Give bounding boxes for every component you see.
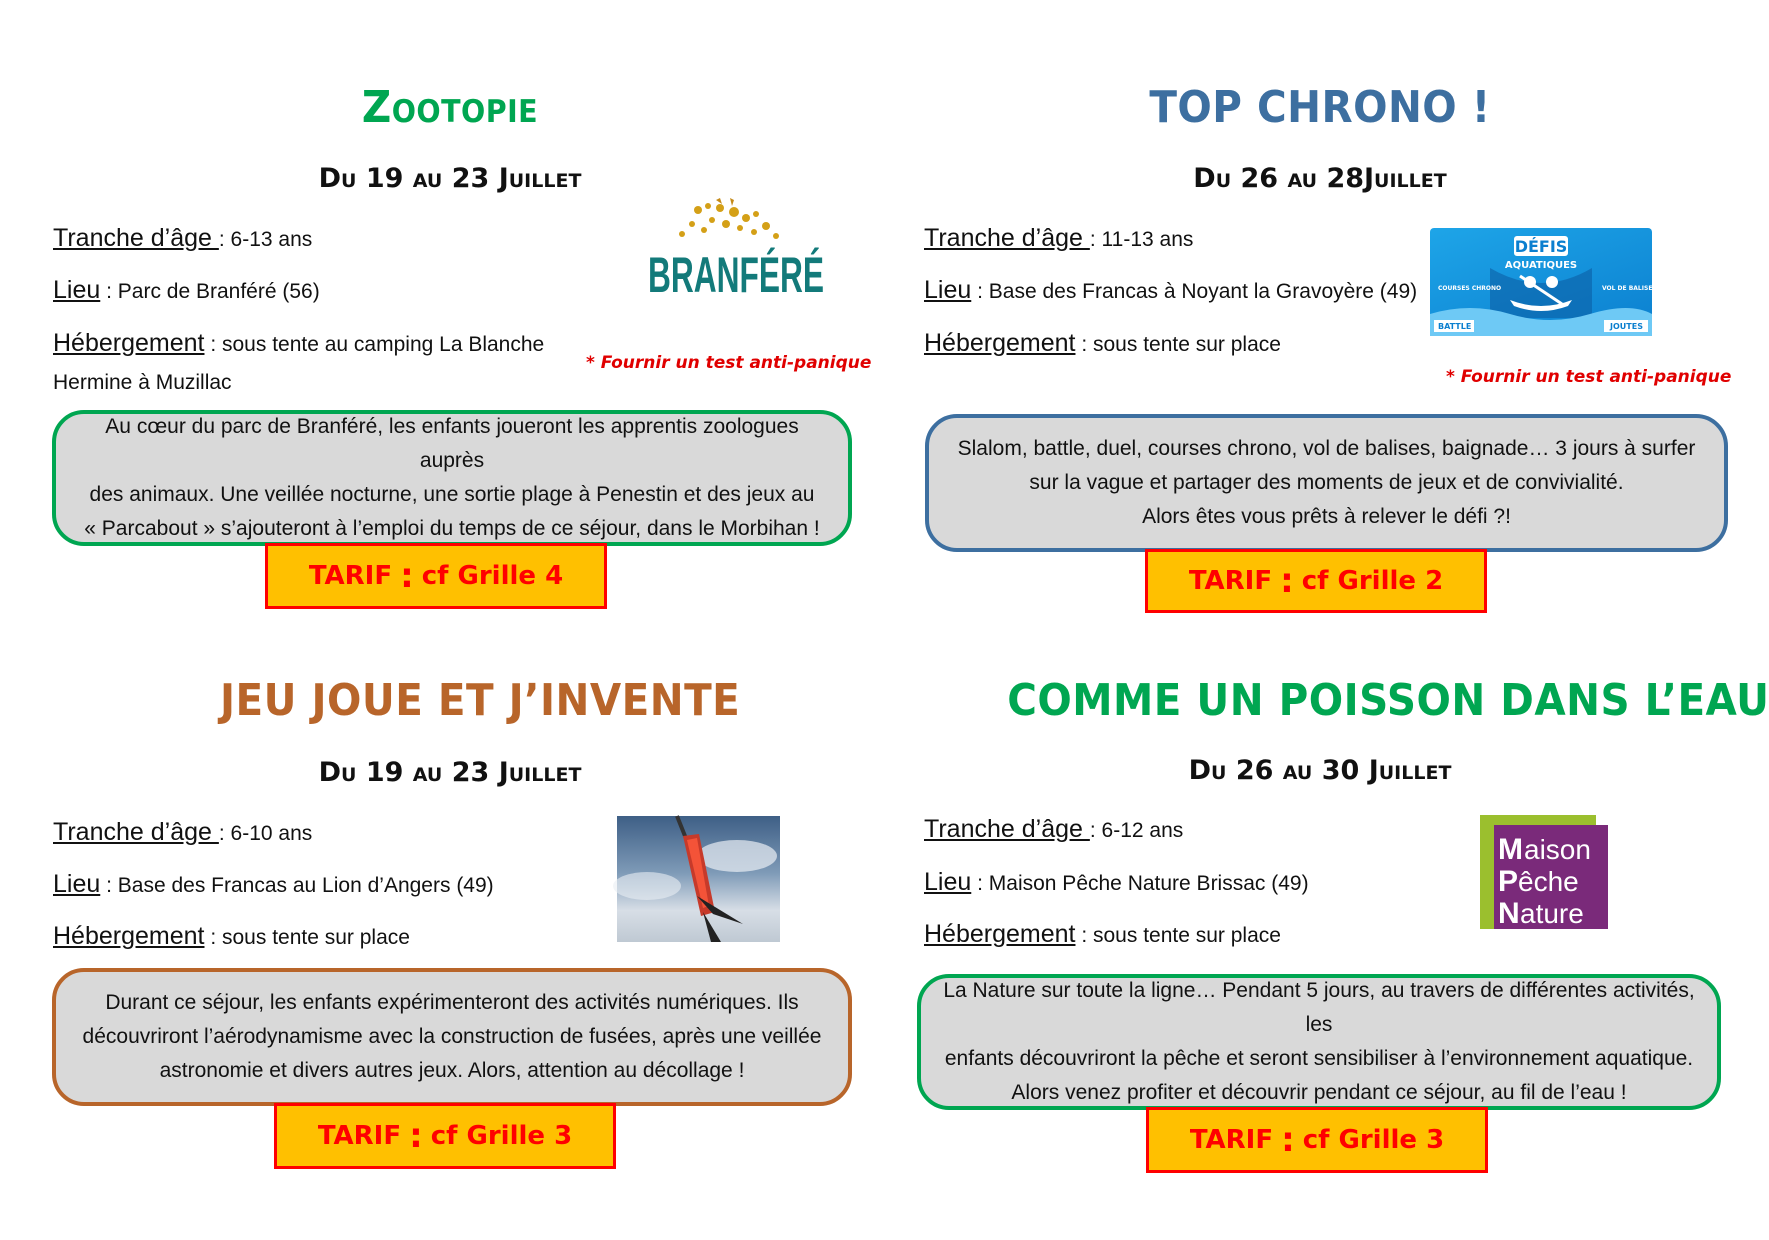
lieu-value: Parc de Branféré (56): [117, 280, 320, 303]
lieu-label: Lieu: [53, 870, 101, 898]
defis-aquatiques-logo: [1430, 228, 1657, 336]
tarif-value: cf Grille 3: [430, 1121, 573, 1151]
lieu-row: Lieu : Base des Francas à Noyant la Gravoyère (49): [924, 276, 1418, 304]
sejour-dates: Du 26 au 30 Juillet: [1188, 755, 1452, 786]
svg-text:aison: aison: [1524, 834, 1591, 865]
description-box: [925, 414, 1728, 552]
warning-note: * Fournir un test anti-panique: [1446, 367, 1732, 387]
description-line: La Nature sur toute la ligne… Pendant 5 jours, au travers de différentes activités, les: [943, 979, 1695, 1036]
branfere-logo: [646, 198, 826, 302]
description-box: [52, 410, 852, 546]
hebergement-row: Hébergement : sous tente sur place: [924, 329, 1281, 357]
description-line: des animaux. Une veillée nocturne, une sortie plage à Penestin et des jeux au: [89, 483, 815, 506]
svg-text:JOUTES: JOUTES: [1610, 322, 1643, 331]
rocket-photo: [617, 816, 780, 942]
description-box: [52, 968, 852, 1106]
lieu-label: Lieu: [53, 276, 101, 304]
hebergement-row: Hébergement : sous tente sur place: [924, 920, 1281, 948]
hebergement-value: sous tente sur place: [1093, 333, 1281, 356]
sejour-title-jeu-joue: JEU JOUE ET J’INVENTE: [220, 675, 741, 726]
description-line: Alors venez profiter et découvrir pendant ce séjour, au fil de l’eau !: [1011, 1081, 1627, 1104]
hebergement-value-cont: Hermine à Muzillac: [53, 371, 232, 394]
tarif-badge: TARIF : cf Grille 4: [265, 543, 607, 609]
sejour-dates: Du 26 au 28Juillet: [1193, 163, 1447, 194]
hebergement-label: Hébergement: [53, 922, 205, 950]
description-line: Durant ce séjour, les enfants expérimenteront des activités numériques. Ils: [105, 991, 799, 1014]
hebergement-label: Hébergement: [53, 329, 205, 357]
svg-text:AQUATIQUES: AQUATIQUES: [1504, 260, 1578, 271]
hebergement-row: Hébergement : sous tente sur place: [53, 922, 410, 950]
svg-text:êche: êche: [1518, 866, 1579, 897]
description-line: découvriront l’aérodynamisme avec la construction de fusées, après une veillée: [82, 1025, 822, 1048]
age-label: Tranche d’âge: [53, 818, 219, 846]
age-row: Tranche d’âge : 6-13 ans: [53, 224, 313, 252]
lieu-value: Base des Francas à Noyant la Gravoyère (49): [988, 280, 1418, 303]
age-value: 6-12 ans: [1101, 819, 1184, 842]
fishing-icon: [1480, 815, 1608, 929]
lieu-label: Lieu: [924, 276, 972, 304]
tarif-badge: TARIF : cf Grille 3: [1146, 1107, 1488, 1173]
svg-text:P: P: [1498, 865, 1519, 898]
description-line: Au cœur du parc de Branféré, les enfants joueront les apprentis zoologues auprès: [105, 415, 799, 472]
svg-text:BATTLE: BATTLE: [1438, 322, 1472, 331]
svg-text:BRANFÉRÉ: BRANFÉRÉ: [648, 247, 824, 303]
sejour-title-top-chrono: TOP CHRONO !: [1149, 82, 1491, 133]
hebergement-value: sous tente sur place: [222, 926, 410, 949]
tarif-badge: TARIF : cf Grille 2: [1145, 549, 1487, 613]
svg-text:DÉFIS: DÉFIS: [1514, 237, 1568, 256]
tarif-value: cf Grille 4: [421, 561, 564, 591]
lieu-value: Base des Francas au Lion d’Angers (49): [117, 874, 494, 897]
description-line: « Parcabout » s’ajouteront à l’emploi du temps de ce séjour, dans le Morbihan !: [84, 517, 820, 540]
description-line: enfants découvriront la pêche et seront sensibiliser à l’environnement aquatique.: [944, 1047, 1694, 1070]
lieu-value: Maison Pêche Nature Brissac (49): [988, 872, 1309, 895]
svg-text:VOL DE BALISES: VOL DE BALISES: [1602, 285, 1657, 292]
age-row: Tranche d’âge : 11-13 ans: [924, 224, 1194, 252]
giraffe-icon: [646, 198, 826, 302]
svg-text:COURSES CHRONO: COURSES CHRONO: [1438, 285, 1502, 292]
hebergement-row: Hébergement : sous tente au camping La Blanche: [53, 329, 545, 357]
age-value: 6-13 ans: [230, 228, 313, 251]
age-label: Tranche d’âge: [924, 815, 1090, 843]
age-value: 11-13 ans: [1101, 228, 1194, 251]
sejour-dates: Du 19 au 23 Juillet: [318, 163, 582, 194]
age-label: Tranche d’âge: [53, 224, 219, 252]
tarif-value: cf Grille 2: [1301, 566, 1444, 596]
rocket-icon: [617, 816, 780, 942]
svg-text:M: M: [1498, 833, 1523, 866]
description-line: Slalom, battle, duel, courses chrono, vol de balises, baignade… 3 jours à surfer: [957, 437, 1696, 460]
age-value: 6-10 ans: [230, 822, 313, 845]
lieu-row: Lieu : Parc de Branféré (56): [53, 276, 320, 304]
age-row: Tranche d’âge : 6-12 ans: [924, 815, 1184, 843]
description-box: [917, 974, 1721, 1110]
svg-text:N: N: [1498, 897, 1520, 930]
age-label: Tranche d’âge: [924, 224, 1090, 252]
sejour-title-zootopie: Zootopie: [361, 82, 539, 133]
lieu-row: Lieu : Base des Francas au Lion d’Angers (49): [53, 870, 494, 898]
tarif-badge: TARIF : cf Grille 3: [274, 1103, 616, 1169]
description-line: astronomie et divers autres jeux. Alors, attention au décollage !: [159, 1059, 745, 1082]
hebergement-label: Hébergement: [924, 329, 1076, 357]
hebergement-value: sous tente sur place: [1093, 924, 1281, 947]
lieu-label: Lieu: [924, 868, 972, 896]
description-line: Alors êtes vous prêts à relever le défi ?!: [1142, 505, 1511, 528]
maison-peche-nature-logo: [1480, 815, 1608, 929]
lieu-row: Lieu : Maison Pêche Nature Brissac (49): [924, 868, 1309, 896]
description-line: sur la vague et partager des moments de jeux et de convivialité.: [1029, 471, 1624, 494]
sejour-dates: Du 19 au 23 Juillet: [318, 757, 582, 788]
age-row: Tranche d’âge : 6-10 ans: [53, 818, 313, 846]
hebergement-value: sous tente au camping La Blanche: [222, 333, 545, 356]
sejour-title-comme-un-poisson: COMME UN POISSON DANS L’EAU: [1007, 675, 1769, 726]
hebergement-label: Hébergement: [924, 920, 1076, 948]
tarif-value: cf Grille 3: [1302, 1125, 1445, 1155]
svg-text:ature: ature: [1520, 898, 1584, 929]
warning-note: * Fournir un test anti-panique: [586, 353, 872, 373]
